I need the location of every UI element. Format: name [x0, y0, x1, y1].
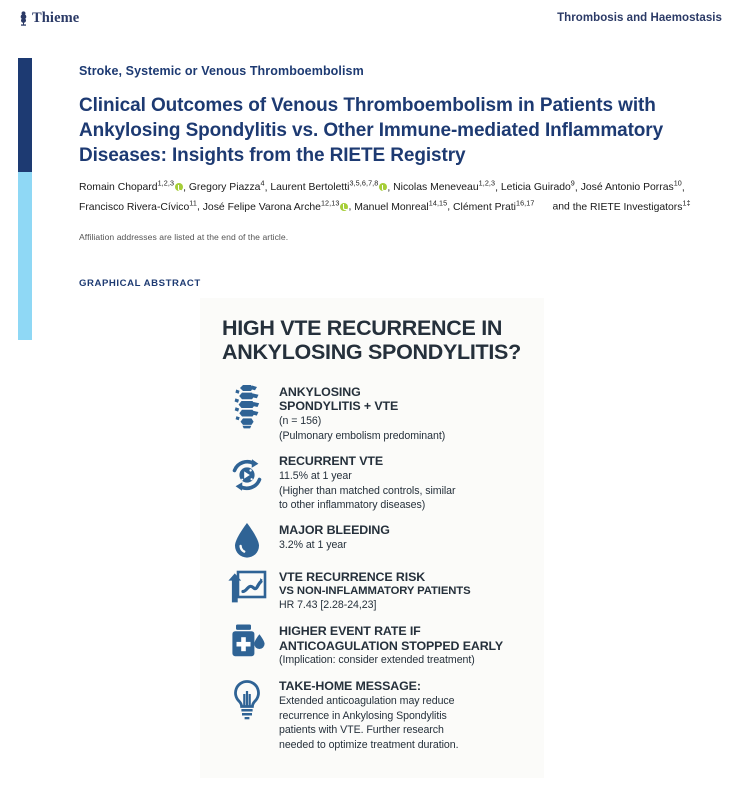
- publisher-name: Thieme: [32, 10, 80, 26]
- accent-bar-light: [18, 172, 32, 340]
- author-entry: [500, 179, 575, 194]
- ga-item-text: [279, 383, 445, 444]
- author-name: Manuel Monreal: [354, 201, 429, 213]
- author-name: Clément Prati: [453, 201, 516, 213]
- author-affiliation-marker: 1‡: [682, 198, 691, 208]
- graphical-abstract-title: HIGH VTE RECURRENCE IN ANKYLOSING SPONDYLITIS?: [222, 316, 521, 365]
- blood-drop-icon: [226, 521, 268, 559]
- ga-item-heading-line2: ANTICOAGULATION STOPPED EARLY: [279, 638, 504, 653]
- ga-item-text: [279, 452, 456, 512]
- author-affiliation-marker: 10: [673, 179, 682, 188]
- author-affiliation-marker: 16,17: [515, 198, 535, 208]
- orcid-icon[interactable]: [175, 183, 183, 191]
- author-affiliation-marker: 1,2,3: [478, 179, 496, 188]
- ga-item-body-line2: (Pulmonary embolism predominant): [279, 429, 446, 442]
- author-entry: [572, 198, 691, 213]
- ga-item-vte-recurrence-risk: [226, 568, 534, 613]
- ga-item-heading-line1: TAKE-HOME MESSAGE:: [279, 679, 421, 694]
- ga-item-heading-line2: VS NON-INFLAMMATORY PATIENTS: [279, 585, 471, 598]
- ga-item-ankylosing-spondylitis-vte: [226, 383, 534, 444]
- article-title: Clinical Outcomes of Venous Thromboembolism in Patients with Ankylosing Spondylitis vs. Other Immune-mediated Inflammatory Diseases: Insights from the RIETE Registry: [79, 95, 664, 167]
- medicine-bottle-icon: [226, 622, 268, 660]
- author-affiliation-marker: 14,15: [428, 198, 448, 208]
- author-entry: [79, 179, 183, 194]
- author-name: Gregory Piazza: [188, 182, 261, 194]
- ga-item-heading-line1: MAJOR BLEEDING: [279, 523, 390, 538]
- author-entry: [580, 179, 682, 194]
- ga-item-text: [279, 622, 503, 668]
- thieme-logo-icon: [18, 11, 29, 26]
- journal-title: Thrombosis and Haemostasis: [557, 12, 722, 24]
- ga-item-recurrent-vte: [226, 452, 534, 512]
- article-section-label: Stroke, Systemic or Venous Thromboembolism: [79, 64, 364, 78]
- lightbulb-icon: [226, 677, 268, 723]
- author-name: José Antonio Porras: [580, 182, 674, 194]
- author-entry: [393, 179, 496, 194]
- author-entry: [202, 198, 349, 213]
- affiliation-note: Affiliation addresses are listed at the end of the article.: [79, 232, 289, 242]
- author-affiliation-marker: 9: [570, 179, 575, 188]
- ga-item-heading-line1: RECURRENT VTE: [279, 454, 384, 469]
- ga-item-body-line1: 11.5% at 1 year: [279, 469, 352, 482]
- author-affiliation-marker: 11: [189, 198, 197, 208]
- orcid-icon[interactable]: [379, 183, 387, 191]
- author-entry: [79, 198, 197, 213]
- ga-item-text: [279, 568, 471, 613]
- author-name: the RIETE Investigators: [572, 201, 683, 213]
- ga-item-body-line1: HR 7.43 [2.28-24,23]: [279, 599, 377, 612]
- author-affiliation-marker: 4: [260, 179, 265, 188]
- ga-item-major-bleeding: [226, 521, 534, 559]
- graphical-abstract-label: GRAPHICAL ABSTRACT: [79, 278, 201, 289]
- ga-item-body-line1: (n = 156): [279, 414, 322, 427]
- ga-item-body-line2: (Higher than matched controls, similar: [279, 484, 456, 497]
- ga-item-body-line4: needed to optimize treatment duration.: [279, 739, 459, 752]
- ga-item-heading-line1: ANKYLOSING: [279, 384, 361, 399]
- graphical-abstract-panel: [200, 298, 544, 778]
- author-name: José Felipe Varona Arche: [202, 201, 321, 213]
- author-name: Leticia Guirado: [500, 182, 571, 194]
- author-name: Nicolas Meneveau: [393, 182, 479, 194]
- accent-bar-dark: [18, 58, 32, 172]
- ga-item-body-line1: (Implication: consider extended treatment): [279, 654, 475, 667]
- author-entry: [270, 179, 387, 194]
- ga-item-take-home-message: [226, 677, 534, 753]
- author-affiliation-marker: 12,13: [320, 198, 340, 208]
- ga-item-heading-line1: VTE RECURRENCE RISK: [279, 570, 426, 585]
- author-separator-and: and: [552, 201, 573, 213]
- spine-icon: [226, 383, 268, 429]
- ga-item-body-line1: 3.2% at 1 year: [279, 539, 347, 552]
- author-affiliation-marker: 1,2,3: [157, 179, 175, 188]
- author-list: Romain Chopard$^{1,2,3}$ , Gregory Piazza$^4$, Laurent Bertoletti$^{3,5,6,7,8}$ , Nicolas Meneveau$^{1,2,3}$, Leticia Guirado$^9$, José Antonio Porras$^{10}$, Francisco Rivera-Cívico$^{11}$, José Felipe Varona Arche$^{12,13}$ , Manuel Monreal$^{14,15}$, Clément Prati$^{16,17}$ and the RIETE Investigators$^{1\ddagger}$: [79, 179, 691, 213]
- author-entry: [453, 198, 535, 213]
- author-entry: [354, 198, 448, 213]
- author-entry: [188, 179, 265, 194]
- running-head: [0, 8, 742, 32]
- ga-item-body-line2: recurrence in Ankylosing Spondylitis: [279, 709, 447, 722]
- ga-item-anticoagulation-stopped-early: [226, 622, 534, 668]
- ga-item-heading-line2: SPONDYLITIS + VTE: [279, 399, 399, 414]
- ga-item-text: [279, 521, 390, 552]
- ga-item-body-line3: patients with VTE. Further research: [279, 724, 444, 737]
- ga-item-body-line3: to other inflammatory diseases): [279, 499, 426, 512]
- ga-item-text: [279, 677, 458, 753]
- rising-chart-arrow-icon: [226, 568, 268, 606]
- author-name: Romain Chopard: [79, 182, 158, 194]
- author-name: Francisco Rivera-Cívico: [79, 201, 190, 213]
- author-name: Laurent Bertoletti: [270, 182, 350, 194]
- ga-item-body-line1: Extended anticoagulation may reduce: [279, 694, 455, 707]
- author-affiliation-marker: 3,5,6,7,8: [349, 179, 379, 188]
- recurrence-arrows-clot-icon: [226, 452, 268, 498]
- publisher-brand: [18, 10, 79, 27]
- ga-item-heading-line1: HIGHER EVENT RATE IF: [279, 624, 421, 639]
- orcid-icon[interactable]: [340, 203, 348, 211]
